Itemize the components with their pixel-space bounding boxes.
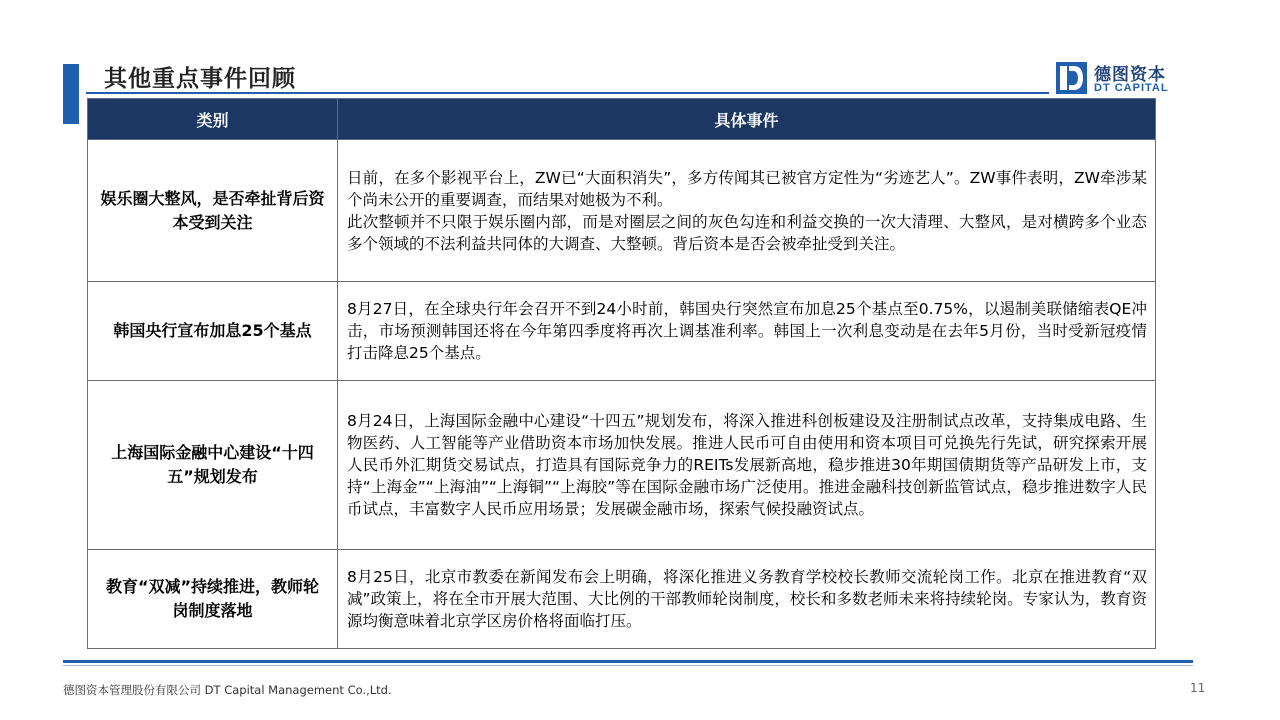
row-detail: 8月27日，在全球央行年会召开不到24小时前，韩国央行突然宣布加息25个基点至0.75%，以遏制美联储缩表QE冲击，市场预测韩国还将在今年第四季度将再次上调基准利率。韩国上一次利息变动是在去年5月份，当时受新冠疫情打击降息25个基点。 bbox=[338, 282, 1156, 381]
logo-cn-text: 德图资本 bbox=[1094, 65, 1166, 85]
footer-company-name: 德图资本管理股份有限公司 DT Capital Management Co.,Ltd. bbox=[63, 683, 392, 697]
table-row bbox=[88, 381, 1156, 550]
row-detail: 8月24日，上海国际金融中心建设“十四五”规划发布，将深入推进科创板建设及注册制试点改革，支持集成电路、生物医药、人工智能等产业借助资本市场加快发展。推进人民币可自由使用和资本项目可兑换先行先试，研究探索开展人民币外汇期货交易试点，打造具有国际竞争力的REITs发展新高地，稳步推进30年期国债期货等产品研发上市，支持“上海金”“上海油”“上海铜”“上海胶”等在国际金融市场广泛使用。推进金融科技创新监管试点，稳步推进数字人民币试点，丰富数字人民币应用场景；发展碳金融市场，探索气候投融资试点。 bbox=[338, 381, 1156, 550]
row-category: 教育“双减”持续推进，教师轮岗制度落地 bbox=[88, 550, 338, 649]
table-header-row bbox=[88, 99, 1156, 140]
table-row bbox=[88, 140, 1156, 282]
row-category: 韩国央行宣布加息25个基点 bbox=[88, 282, 338, 381]
logo-en-text: DT CAPITAL bbox=[1094, 82, 1169, 94]
header-detail: 具体事件 bbox=[338, 99, 1156, 140]
row-detail bbox=[338, 140, 1156, 282]
footer-divider bbox=[63, 660, 1193, 663]
title-accent-bar bbox=[63, 64, 79, 124]
table-row bbox=[88, 282, 1156, 381]
events-table bbox=[87, 98, 1156, 649]
row-category: 娱乐圈大整风，是否牵扯背后资本受到关注 bbox=[88, 140, 338, 282]
table-row bbox=[88, 550, 1156, 649]
row-category: 上海国际金融中心建设“十四五”规划发布 bbox=[88, 381, 338, 550]
dt-logo-icon bbox=[1056, 62, 1087, 94]
company-logo bbox=[1056, 62, 1186, 98]
row-detail-paragraph: 日前，在多个影视平台上，ZW已“大面积消失”，多方传闻其已被官方定性为“劣迹艺人”。ZW事件表明，ZW牵涉某个尚未公开的重要调查，而结果对她极为不利。 此次整顿并不只限于娱乐圈内部，而是对圈层之间的灰色勾连和利益交换的一次大清理、大整风，是对横跨多个业态多个领域的不法利益共同体的大调查、大整顿。背后资本是否会被牵扯受到关注。 bbox=[347, 168, 1147, 253]
page-number: 11 bbox=[1190, 681, 1206, 695]
page-title: 其他重点事件回顾 bbox=[104, 66, 296, 92]
row-detail: 8月25日，北京市教委在新闻发布会上明确，将深化推进义务教育学校校长教师交流轮岗工作。北京在推进教育“双减”政策上，将在全市开展大范围、大比例的干部教师轮岗制度，校长和多数老师未来将持续轮岗。专家认为，教育资源均衡意味着北京学区房价格将面临打压。 bbox=[338, 550, 1156, 649]
footer-divider-thin bbox=[63, 665, 1193, 666]
title-divider bbox=[86, 92, 1049, 94]
header-category: 类别 bbox=[88, 99, 338, 140]
